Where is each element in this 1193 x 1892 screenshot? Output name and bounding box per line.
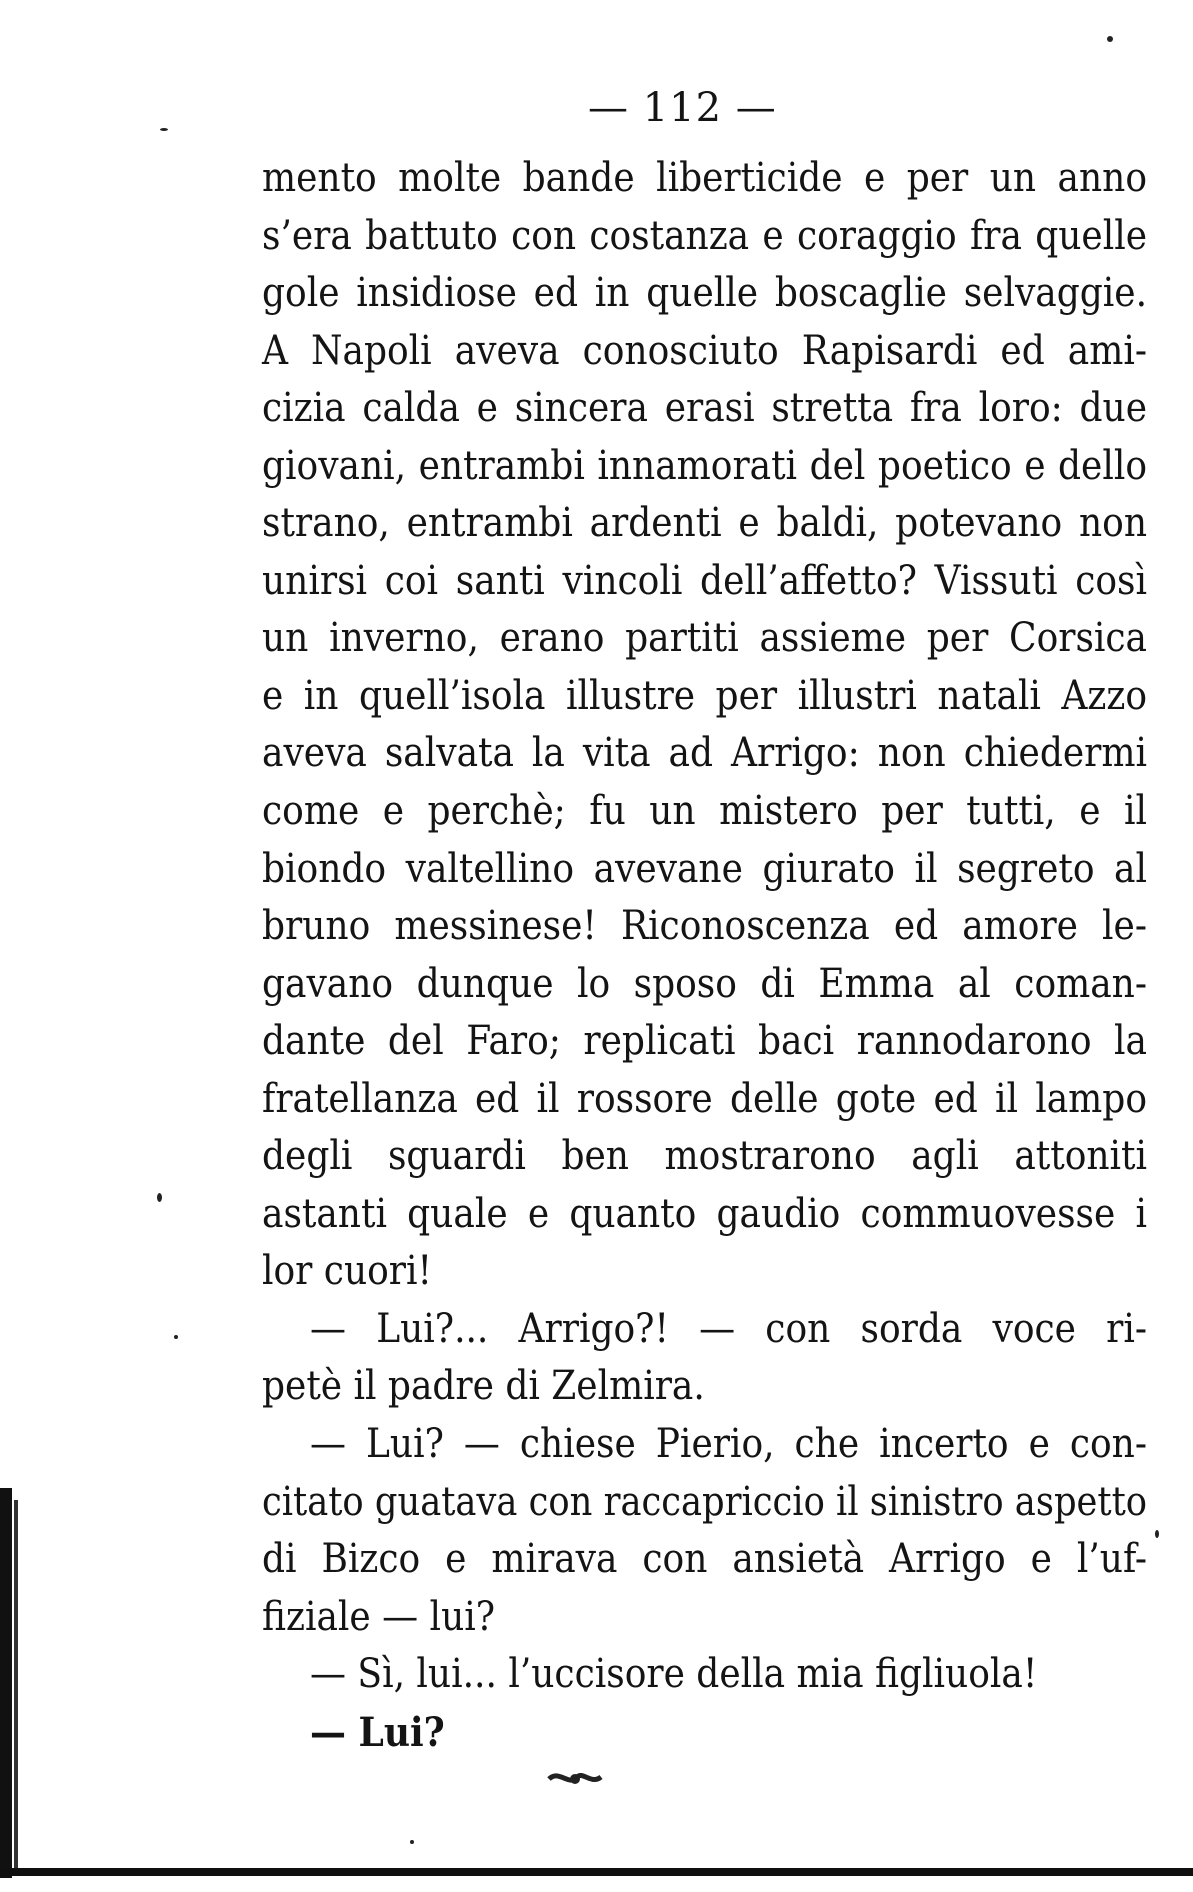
text-line: petè il padre di Zelmira. — [262, 1363, 705, 1410]
ink-speck — [410, 1840, 414, 1844]
ink-speck — [1107, 36, 1113, 42]
dialogue-line: — Lui? — chiese Pierio, che incerto e con- — [310, 1421, 1147, 1468]
text-line: fiziale — lui? — [262, 1593, 496, 1640]
text-line: astanti quale e quanto gaudio commuovesse i — [262, 1190, 1147, 1237]
text-line: bruno messinese! Riconoscenza ed amore le- — [262, 903, 1147, 950]
text-line: mento molte bande liberticide e per un anno — [262, 155, 1147, 201]
text-line: strano, entrambi ardenti e baldi, potevano non — [262, 500, 1147, 547]
text-line: A Napoli aveva conosciuto Rapisardi ed ami- — [262, 327, 1147, 374]
ink-speck — [157, 1193, 162, 1202]
text-line: un inverno, erano partiti assieme per Corsica — [262, 615, 1147, 662]
text-line: dante del Faro; replicati baci rannodarono la — [262, 1018, 1147, 1065]
text-line: gavano dunque lo sposo di Emma al coman- — [262, 960, 1147, 1007]
text-line: degli sguardi ben mostrarono agli attoniti — [262, 1133, 1147, 1180]
binding-edge — [0, 1488, 12, 1878]
body-text — [262, 150, 1147, 1761]
binding-edge-inner — [14, 1500, 18, 1870]
ink-speck — [1155, 1530, 1159, 1538]
page-bottom-edge — [0, 1868, 1193, 1876]
text-line: lor cuori! — [262, 1248, 432, 1295]
text-line: giovani, entrambi innamorati del poetico e dello — [262, 442, 1147, 489]
ink-speck — [160, 128, 168, 131]
text-line: s’era battuto con costanza e coraggio fra quelle — [262, 212, 1147, 259]
dialogue-line: — Sì, lui... l’uccisore della mia figliuola! — [310, 1651, 1038, 1698]
dialogue-line: — Lui?... Arrigo?! — con sorda voce ri- — [310, 1305, 1147, 1352]
text-line: come e perchè; fu un mistero per tutti, e il — [262, 788, 1147, 835]
printer-ornament — [545, 1765, 605, 1793]
text-line: fratellanza ed il rossore delle gote ed il lampo — [262, 1075, 1147, 1122]
page-number: — 112 — — [588, 85, 777, 131]
text-line: e in quell’isola illustre per illustri natali Azzo — [262, 672, 1147, 719]
text-line: gole insidiose ed in quelle boscaglie selvaggie. — [262, 270, 1147, 317]
ink-speck — [174, 1335, 178, 1339]
text-line: unirsi coi santi vincoli dell’affetto? Vissuti così — [262, 557, 1147, 604]
dialogue-line: — Lui? — [310, 1708, 445, 1756]
text-line: cizia calda e sincera erasi stretta fra loro: due — [262, 385, 1147, 432]
text-line: di Bizco e mirava con ansietà Arrigo e l’uf- — [262, 1536, 1147, 1583]
text-line: citato guatava con raccapriccio il sinistro aspetto — [262, 1478, 1147, 1525]
text-line: biondo valtellino avevane giurato il segreto al — [262, 845, 1147, 892]
text-line: aveva salvata la vita ad Arrigo: non chiedermi — [262, 730, 1147, 777]
